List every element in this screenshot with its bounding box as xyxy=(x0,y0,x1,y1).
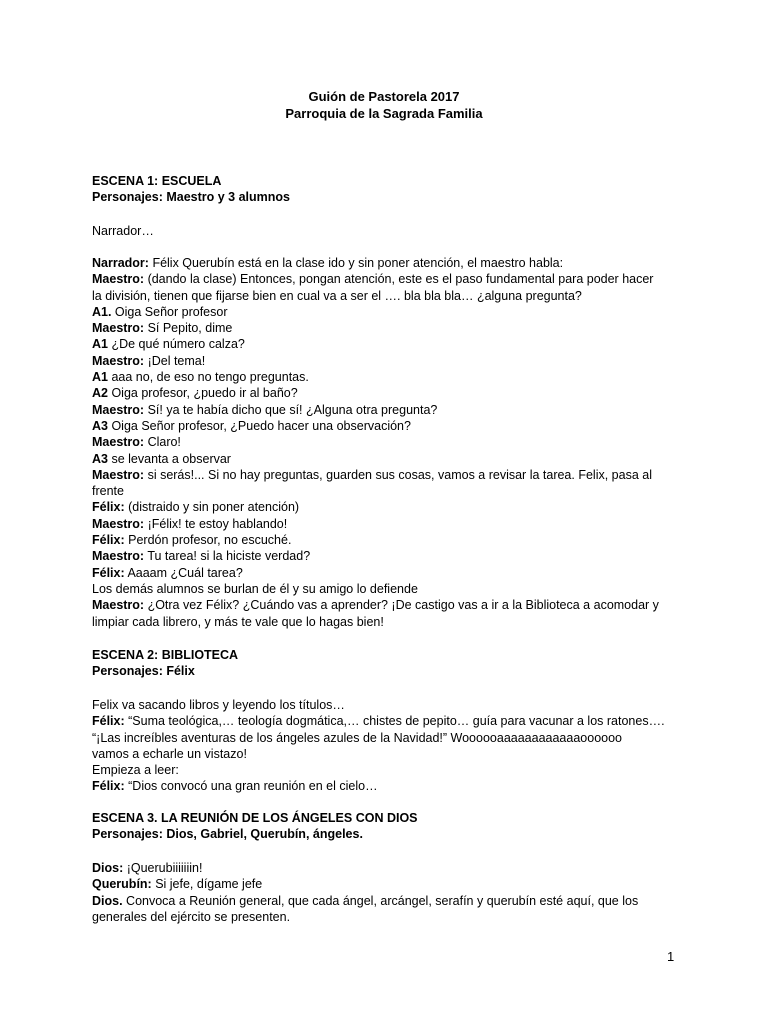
dialogue-text: se levanta a observar xyxy=(107,451,231,466)
speaker-label: Querubín: xyxy=(92,877,152,892)
speaker-label: Maestro: xyxy=(92,353,145,368)
dialogue-text: ¡Félix! te estoy hablando! xyxy=(144,516,288,531)
dialogue-text: Tu tarea! si la hiciste verdad? xyxy=(144,549,311,564)
dialogue-line xyxy=(92,581,692,597)
dialogue-line xyxy=(92,353,692,369)
dialogue-line xyxy=(92,532,692,548)
dialogue-line xyxy=(92,320,692,336)
scene3-header xyxy=(92,810,692,843)
dialogue-line xyxy=(92,451,692,467)
dialogue-line xyxy=(92,860,692,876)
dialogue-line xyxy=(92,746,692,762)
dialogue-text: Si jefe, dígame jefe xyxy=(151,877,263,892)
dialogue-line xyxy=(92,713,692,729)
dialogue-text: “¡Las increíbles aventuras de los ángeles azules de la Navidad!” Woooooaaaaaaaaaaaaoooooo xyxy=(92,730,622,745)
dialogue-text: ¡Querubiiiiiiin! xyxy=(123,861,203,875)
scene1-header xyxy=(92,173,692,206)
dialogue-line xyxy=(92,893,692,909)
dialogue-line xyxy=(92,402,692,418)
dialogue-line xyxy=(92,418,692,434)
dialogue-text: Oiga profesor, ¿puedo ir al baño? xyxy=(107,386,298,401)
scene1-dialogue xyxy=(92,255,692,630)
scene2-dialogue xyxy=(92,697,692,795)
speaker-label: Dios. xyxy=(92,893,123,908)
dialogue-line xyxy=(92,614,692,630)
dialogue-text: ¿De qué número calza? xyxy=(107,337,245,352)
dialogue-text: Empieza a leer: xyxy=(92,763,179,778)
dialogue-text: “Dios convocó una gran reunión en el cielo… xyxy=(124,779,378,794)
document-title: Guión de Pastorela 2017 xyxy=(308,89,460,104)
dialogue-line xyxy=(92,369,692,385)
dialogue-line xyxy=(92,288,692,304)
dialogue-text: ¡Del tema! xyxy=(144,353,206,368)
dialogue-line xyxy=(92,336,692,352)
narrator-intro-text: Narrador… xyxy=(92,224,154,238)
dialogue-line xyxy=(92,876,692,892)
page-number: 1 xyxy=(667,949,675,964)
speaker-label: Maestro: xyxy=(92,321,145,336)
dialogue-line xyxy=(92,467,692,483)
speaker-label: Maestro: xyxy=(92,402,145,417)
dialogue-text: limpiar cada librero, y más te vale que lo hagas bien! xyxy=(92,614,384,629)
dialogue-text: Perdón profesor, no escuché. xyxy=(124,533,292,548)
dialogue-text: aaa no, de eso no tengo preguntas. xyxy=(107,370,309,385)
dialogue-line xyxy=(92,304,692,320)
dialogue-text: Felix va sacando libros y leyendo los títulos… xyxy=(92,698,345,712)
scene-characters: Personajes: Dios, Gabriel, Querubín, ángeles. xyxy=(92,827,363,842)
dialogue-text: Los demás alumnos se burlan de él y su amigo lo defiende xyxy=(92,581,418,596)
dialogue-line xyxy=(92,730,692,746)
dialogue-text: frente xyxy=(92,484,124,499)
dialogue-line xyxy=(92,434,692,450)
dialogue-text: ¿Otra vez Félix? ¿Cuándo vas a aprender? ¡De castigo vas a ir a la Biblioteca a acomodar y xyxy=(144,598,659,613)
dialogue-text: “Suma teológica,… teología dogmática,… chistes de pepito… guía para vacunar a los ratones…. xyxy=(124,714,665,729)
scene-characters: Personajes: Félix xyxy=(92,664,195,679)
dialogue-text: vamos a echarle un vistazo! xyxy=(92,746,247,761)
speaker-label: A3 xyxy=(92,418,108,433)
speaker-label: A1 xyxy=(92,370,108,385)
dialogue-line xyxy=(92,255,692,271)
dialogue-line xyxy=(92,385,692,401)
speaker-label: Félix: xyxy=(92,779,125,794)
dialogue-text: (distraido y sin poner atención) xyxy=(124,500,300,515)
dialogue-line xyxy=(92,909,692,925)
speaker-label: A3 xyxy=(92,451,108,466)
dialogue-text: generales del ejército se presenten. xyxy=(92,909,291,924)
dialogue-text: (dando la clase) Entonces, pongan atención, este es el paso fundamental para poder hacer xyxy=(144,272,654,287)
dialogue-line xyxy=(92,271,692,287)
speaker-label: Maestro: xyxy=(92,435,145,450)
scene2-header xyxy=(92,647,692,680)
dialogue-line xyxy=(92,697,692,713)
dialogue-line xyxy=(92,548,692,564)
dialogue-line xyxy=(92,565,692,581)
dialogue-text: Sí Pepito, dime xyxy=(144,321,233,336)
speaker-label: Félix: xyxy=(92,533,125,548)
speaker-label: A1. xyxy=(92,304,112,319)
speaker-label: Maestro: xyxy=(92,272,145,287)
speaker-label: A1 xyxy=(92,337,108,352)
dialogue-text: Oiga Señor profesor, ¿Puedo hacer una observación? xyxy=(107,418,411,433)
speaker-label: Félix: xyxy=(92,500,125,515)
dialogue-text: Oiga Señor profesor xyxy=(111,304,228,319)
speaker-label: Dios: xyxy=(92,861,124,875)
speaker-label: A2 xyxy=(92,386,108,401)
speaker-label: Félix: xyxy=(92,565,125,580)
speaker-label: Félix: xyxy=(92,714,125,729)
scene-heading: ESCENA 3. LA REUNIÓN DE LOS ÁNGELES CON DIOS xyxy=(92,811,418,825)
dialogue-line xyxy=(92,499,692,515)
dialogue-text: si serás!... Si no hay preguntas, guarden sus cosas, vamos a revisar la tarea. Felix, pasa al xyxy=(144,467,652,482)
speaker-label: Maestro: xyxy=(92,598,145,613)
dialogue-text: Sí! ya te había dicho que sí! ¿Alguna otra pregunta? xyxy=(144,402,438,417)
speaker-label: Maestro: xyxy=(92,549,145,564)
narrator-intro xyxy=(92,223,692,239)
speaker-label: Maestro: xyxy=(92,516,145,531)
speaker-label: Narrador: xyxy=(92,256,149,270)
dialogue-line xyxy=(92,762,692,778)
scene-characters: Personajes: Maestro y 3 alumnos xyxy=(92,190,290,205)
dialogue-line xyxy=(92,516,692,532)
dialogue-text: Félix Querubín está en la clase ido y sin poner atención, el maestro habla: xyxy=(148,256,564,270)
scene-heading: ESCENA 1: ESCUELA xyxy=(92,174,222,188)
dialogue-text: Convoca a Reunión general, que cada ángel, arcángel, serafín y querubín esté aquí, que los xyxy=(122,893,639,908)
dialogue-line xyxy=(92,483,692,499)
document-subtitle: Parroquia de la Sagrada Familia xyxy=(285,106,483,121)
dialogue-text: Aaaam ¿Cuál tarea? xyxy=(124,565,243,580)
dialogue-line xyxy=(92,778,692,794)
scene-heading: ESCENA 2: BIBLIOTECA xyxy=(92,648,239,662)
scene3-dialogue xyxy=(92,860,692,925)
speaker-label: Maestro: xyxy=(92,467,145,482)
dialogue-text: Claro! xyxy=(144,435,181,450)
dialogue-line xyxy=(92,597,692,613)
dialogue-text: la división, tienen que fijarse bien en cual va a ser el …. bla bla bla… ¿alguna pregunta? xyxy=(92,288,582,303)
